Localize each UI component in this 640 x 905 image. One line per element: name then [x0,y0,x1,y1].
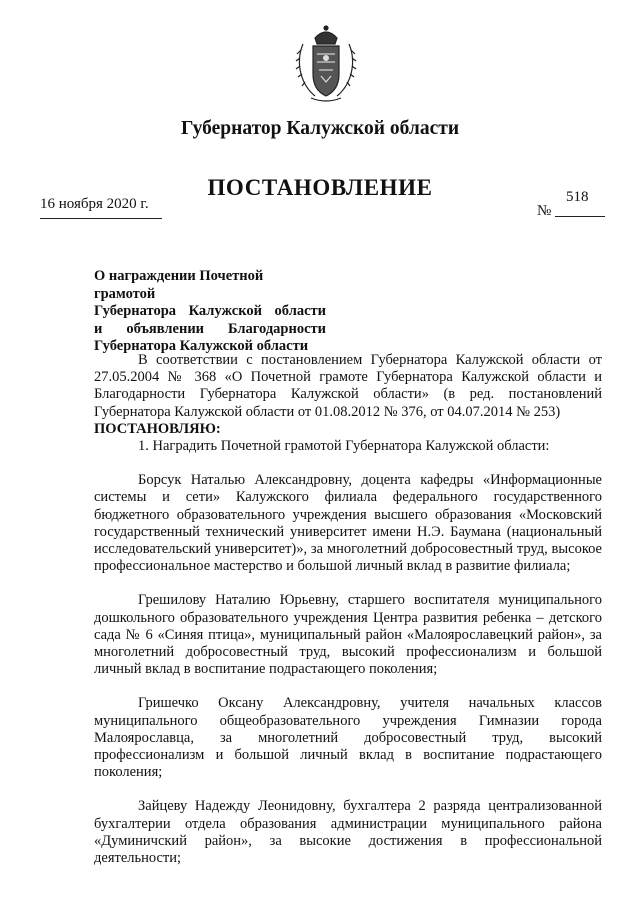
awardee-paragraph: Гришечко Оксану Александровну, учителя начальных классов муниципального общеобразовательного учреждения Гимназии города Малоярославца, за многолетний добросовестный труд, высокий профессионализм и большой личный вклад в воспитание подрастающего поколения; [94,695,602,781]
document-body [94,352,602,867]
preamble-paragraph: В соответствии с постановлением Губернатора Калужской области от 27.05.2004 № 368 «О Почетной грамоте Губернатора Калужской области и Благодарности Губернатора Калужской области» (в ред. постановлений Губернатора Калужской области от 01.08.2012 № 376, от 04.07.2014 № 253) [94,352,602,420]
document-date: 16 ноября 2020 г. [40,196,149,212]
coat-of-arms-emblem [295,24,357,104]
decree-word: ПОСТАНОВЛЯЮ: [94,420,221,437]
awardee-paragraph: Борсук Наталью Александровну, доцента кафедры «Информационные системы и сети» Калужского филиала федерального государственного бюджетного образовательного учреждения высшего образования «Московский государственный технический университет имени Н.Э. Баумана (национальный исследовательский университет)», за многолетний добросовестный труд, высокое профессиональное мастерство и большой личный вклад в развитие филиала; [94,472,602,575]
date-underline [40,218,162,219]
item-1-text: 1. Наградить Почетной грамотой Губернатора Калужской области: [138,438,550,455]
issuer-title: Губернатор Калужской области [180,118,460,139]
subject-line: О награждении Почетной грамотой [94,268,264,302]
subject-line: Губернатора Калужской области [94,303,326,319]
document-subject [94,268,326,356]
subject-line: Губернатора Калужской области [94,338,309,354]
awardee-paragraph: Зайцеву Надежду Леонидовну, бухгалтера 2 разряда централизованной бухгалтерии отдела образования администрации муниципального района «Думиничский район», за высокие достижения в профессиональной деятельности; [94,798,602,867]
number-sign: № [537,203,552,219]
document-number: 518 [566,189,589,205]
subject-line: и объявлении Благодарности [94,320,326,337]
document-type-heading: ПОСТАНОВЛЕНИЕ [207,175,433,200]
awardee-paragraph: Грешилову Наталию Юрьевну, старшего воспитателя муниципального дошкольного образовательного учреждения Центра развития ребенка – детского сада № 6 «Синяя птица», муниципальный район «Малоярославецкий район», за многолетний добросовестный труд, высокий профессионализм и большой личный вклад в воспитание подрастающего поколения; [94,592,602,678]
number-underline [555,216,605,217]
